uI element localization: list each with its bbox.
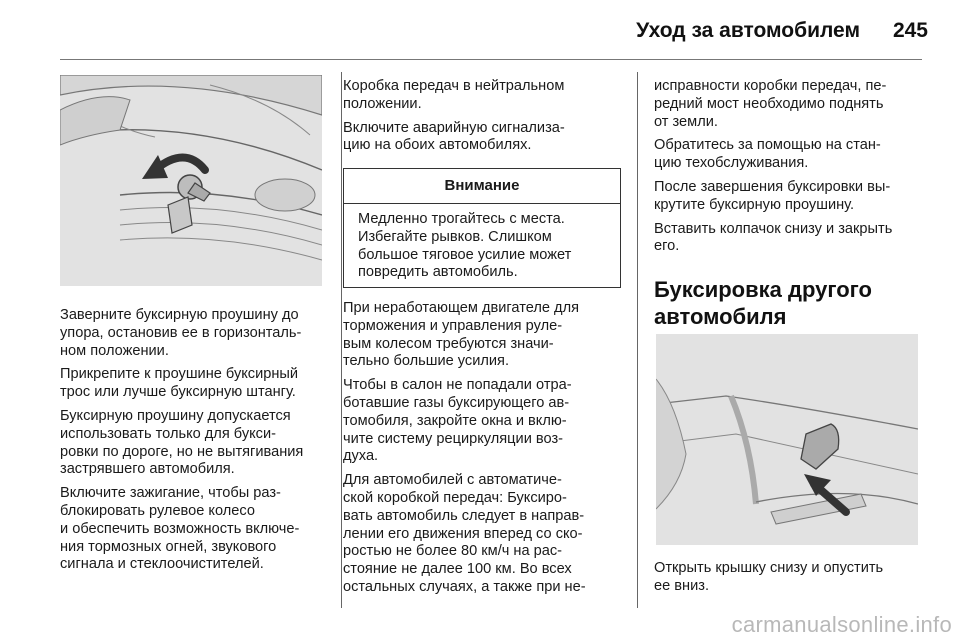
paragraph — [60, 485, 330, 574]
text-line: редний мост необходимо поднять — [654, 95, 884, 112]
text-line: Коробка передач в нейтральном — [343, 78, 565, 94]
text-line: цию техобслуживания. — [654, 155, 809, 172]
column-2-bottom-text — [343, 300, 628, 603]
car-front-illustration — [60, 75, 322, 286]
text-line: остальных случаях, а также при не- — [343, 578, 586, 595]
text-line: его. — [654, 238, 680, 255]
text-line: чите систему рециркуляции воз- — [343, 430, 563, 447]
text-line: использовать только для букси- — [60, 425, 276, 442]
text-line: Заверните буксирную проушину до — [60, 307, 299, 323]
text-line: сигнала и стеклоочистителей. — [60, 556, 264, 573]
text-line: ее вниз. — [654, 577, 709, 594]
text-line: положении. — [343, 95, 422, 112]
bumper-cover-illustration — [656, 334, 918, 545]
text-line: ской коробкой передач: Буксиро- — [343, 489, 567, 506]
text-line: ния тормозных огней, звукового — [60, 538, 277, 555]
text-line: блокировать рулевое колесо — [60, 502, 255, 519]
text-line: Прикрепите к проушине буксирный — [60, 366, 299, 383]
page-header — [0, 0, 960, 62]
text-line: от земли. — [654, 113, 718, 130]
text-line: торможения и управления руле- — [343, 317, 563, 334]
paragraph — [60, 408, 330, 479]
text-line: вать автомобиль следует в направ- — [343, 507, 585, 524]
paragraph — [60, 366, 330, 402]
text-line: ровки по дороге, но не вытягивания — [60, 443, 304, 460]
text-line: Включите аварийную сигнализа- — [343, 119, 565, 136]
text-line: повредить автомобиль. — [358, 264, 518, 281]
text-line: Медленно трогайтесь с места. — [358, 211, 565, 227]
notice-title: Внимание — [344, 169, 620, 204]
text-line: Буксирную проушину допускается — [60, 407, 291, 424]
paragraph — [60, 307, 330, 360]
header-rule — [60, 59, 922, 60]
column-divider-2 — [637, 72, 638, 608]
column-divider-1 — [341, 72, 342, 608]
text-line: цию на обоих автомобилях. — [343, 137, 532, 154]
text-line: Чтобы в салон не попадали отра- — [343, 377, 572, 394]
text-line: Вставить колпачок снизу и закрыть — [654, 220, 893, 237]
text-line: большое тяговое усилие может — [358, 246, 572, 263]
paragraph — [654, 560, 934, 596]
heading-line: Буксировка другого — [654, 277, 872, 302]
text-line: упора, остановив ее в горизонталь- — [60, 324, 302, 341]
text-line: ростью не более 80 км/ч на рас- — [343, 543, 563, 560]
paragraph — [654, 137, 934, 173]
notice-body — [344, 204, 620, 282]
text-line: Обратитесь за помощью на стан- — [654, 137, 881, 154]
section-heading — [654, 276, 924, 330]
text-line: Для автомобилей с автоматиче- — [343, 472, 562, 489]
text-line: Открыть крышку снизу и опустить — [654, 560, 884, 576]
heading-line: автомобиля — [654, 304, 787, 329]
paragraph — [654, 179, 934, 215]
text-line: трос или лучше буксирную штангу. — [60, 384, 296, 401]
page-number: 245 — [892, 19, 928, 42]
text-line: духа. — [343, 448, 379, 465]
watermark: carmanualsonline.info — [731, 612, 952, 637]
text-line: При неработающем двигателе для — [343, 300, 579, 316]
text-line: тельно большие усилия. — [343, 353, 510, 370]
text-line: крутите буксирную проушину. — [654, 196, 855, 213]
text-line: Избегайте рывков. Слишком — [358, 228, 552, 245]
text-line: ботавшие газы буксирующего ав- — [343, 394, 570, 411]
text-line: застрявшего автомобиля. — [60, 461, 235, 478]
column-1-text — [60, 307, 330, 580]
text-line: Включите зажигание, чтобы раз- — [60, 485, 281, 502]
paragraph — [343, 78, 628, 114]
caution-notice — [343, 168, 621, 288]
text-line: стояние не далее 100 км. Во всех — [343, 561, 572, 578]
text-line: и обеспечить возможность включе- — [60, 520, 300, 537]
paragraph — [343, 377, 628, 466]
paragraph — [654, 221, 934, 257]
paragraph — [343, 120, 628, 156]
text-line: томобиля, закройте окна и вклю- — [343, 412, 567, 429]
paragraph — [343, 472, 628, 597]
text-line: ном положении. — [60, 342, 169, 359]
text-line: исправности коробки передач, пе- — [654, 78, 887, 94]
text-line: лении его движения вперед со ско- — [343, 525, 583, 542]
paragraph — [654, 78, 934, 131]
figure-tow-eye-front — [60, 75, 322, 286]
text-line: вым колесом требуются значи- — [343, 335, 554, 352]
column-3-top-text — [654, 78, 934, 262]
page-title: Уход за автомобилем — [636, 19, 860, 42]
figure-bumper-cover — [656, 334, 918, 545]
text-line: После завершения буксировки вы- — [654, 178, 891, 195]
column-3-bottom-text — [654, 560, 934, 602]
paragraph — [343, 300, 628, 371]
column-2-top-text — [343, 78, 628, 161]
